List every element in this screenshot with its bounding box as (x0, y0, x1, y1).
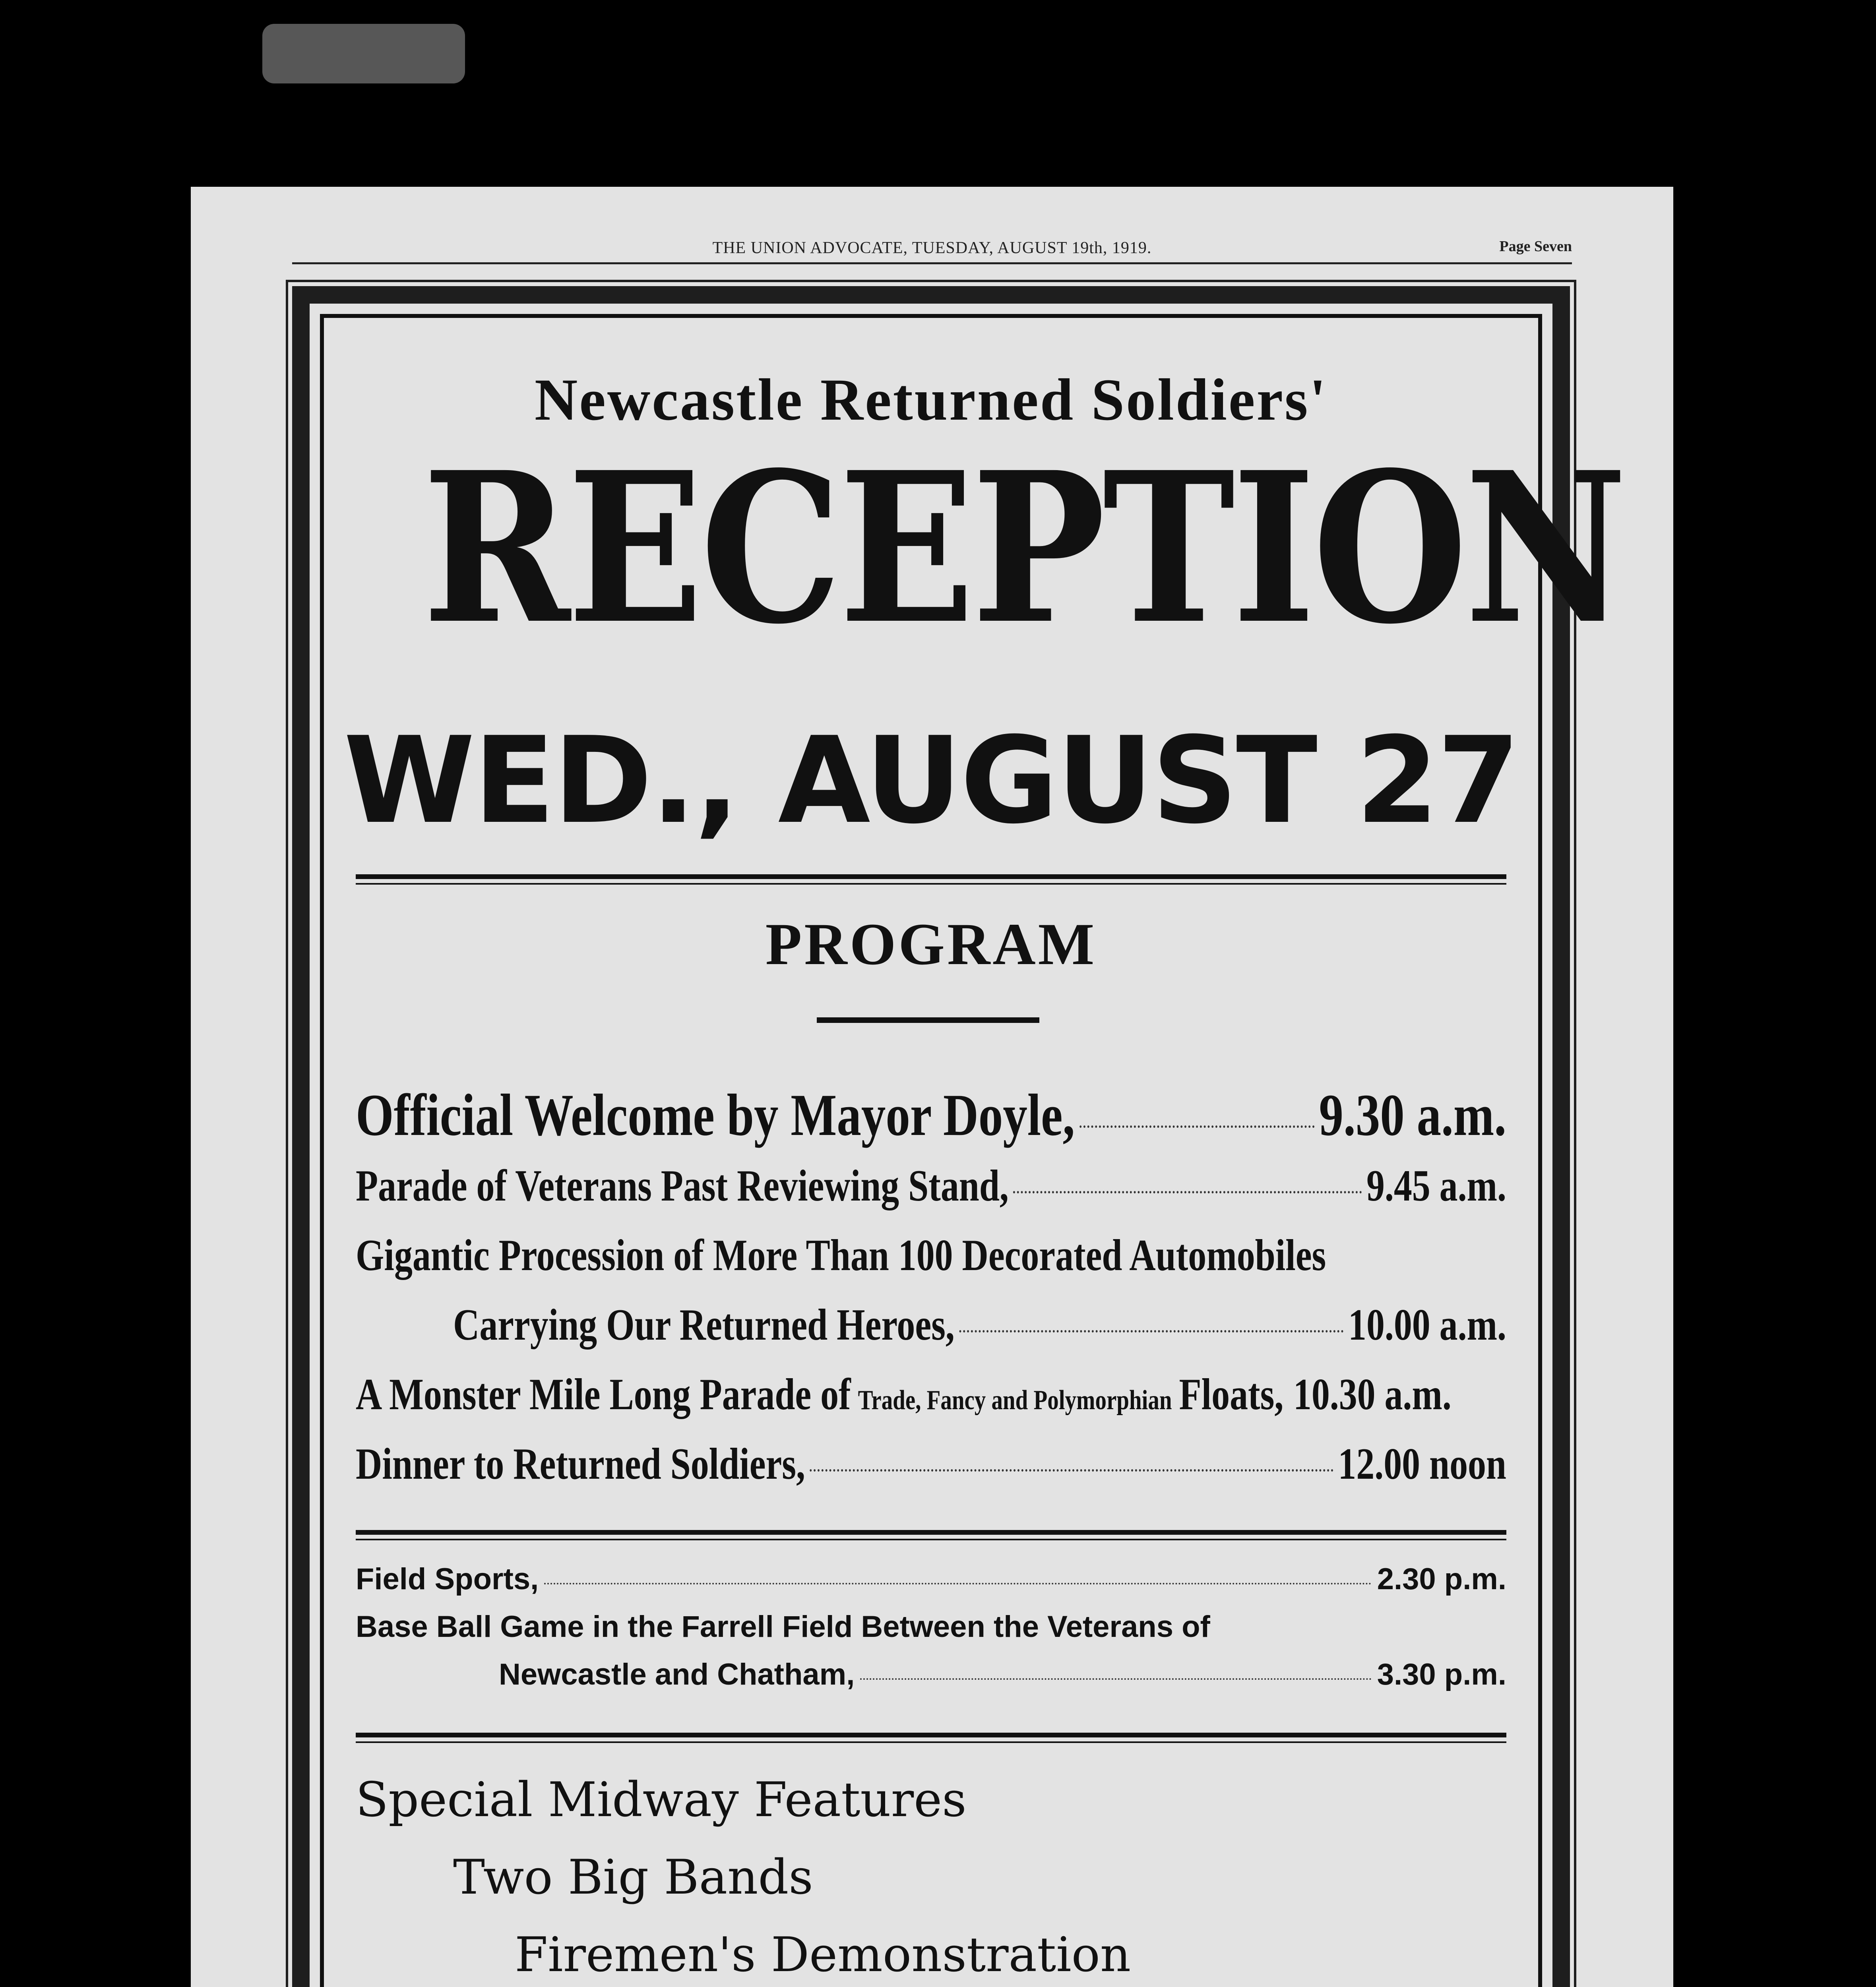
masthead-title: THE UNION ADVOCATE, TUESDAY, AUGUST 19th, 1919. (712, 239, 1152, 257)
program-event: Newcastle and Chatham, (499, 1658, 855, 1691)
divider-rule (356, 874, 1506, 885)
program-row (356, 1439, 1506, 1490)
dot-leader (1079, 1125, 1314, 1128)
poster-heading: Newcastle Returned Soldiers' (534, 367, 1328, 433)
program-event: Field Sports, (356, 1562, 539, 1596)
program-event: Parade of Veterans Past Reviewing Stand, (356, 1161, 1009, 1210)
film-smudge-top (262, 24, 465, 83)
program-event: A Monster Mile Long Parade of (356, 1370, 851, 1419)
program-event-tail: Floats, (1179, 1370, 1284, 1419)
poster-date: WED., AUGUST 27 (343, 711, 1519, 850)
dot-leader (860, 1678, 1371, 1680)
program-row (356, 1369, 1506, 1420)
program-event: Gigantic Procession of More Than 100 Decorated Automobiles (356, 1231, 1326, 1280)
program-time: 9.45 a.m. (1366, 1161, 1506, 1210)
poster-title: RECEPTION (422, 427, 1625, 670)
feature-line: Two Big Bands (453, 1850, 813, 1905)
divider-rule (356, 1733, 1506, 1743)
dot-leader (959, 1330, 1343, 1332)
program-time: 12.00 noon (1338, 1439, 1506, 1489)
advertisement-panel (320, 314, 1625, 1987)
program-event: Carrying Our Returned Heroes, (453, 1300, 955, 1350)
program-time: 10.30 a.m. (1293, 1370, 1452, 1419)
advertisement-border (292, 286, 1625, 1987)
program-event-detail: Trade, Fancy and Polymorphian (858, 1385, 1172, 1416)
dot-leader (810, 1469, 1333, 1472)
program-event: Official Welcome by Mayor Doyle, (356, 1082, 1075, 1148)
program-label: PROGRAM (765, 911, 1097, 977)
program-underline (817, 1017, 1039, 1023)
program-row (356, 1081, 1506, 1149)
program-time: 10.00 a.m. (1348, 1300, 1506, 1350)
masthead (292, 230, 1572, 264)
newspaper-page (191, 187, 1673, 1987)
program-time: 2.30 p.m. (1377, 1562, 1506, 1596)
dot-leader (1013, 1191, 1362, 1193)
program-row (499, 1657, 1506, 1692)
program-row (356, 1160, 1506, 1212)
program-row (356, 1562, 1506, 1596)
program-time: 3.30 p.m. (1377, 1658, 1506, 1691)
feature-line: Special Midway Features (356, 1772, 967, 1828)
program-time: 9.30 a.m. (1319, 1082, 1506, 1148)
divider-rule (356, 1530, 1506, 1540)
program-row (356, 1609, 1506, 1644)
dot-leader (544, 1583, 1371, 1584)
program-row (453, 1299, 1506, 1351)
feature-line: Firemen's Demonstration (515, 1927, 1131, 1983)
program-event: Base Ball Game in the Farrell Field Between the Veterans of (356, 1610, 1210, 1644)
program-row (356, 1230, 1506, 1281)
page-number: Page Seven (1499, 238, 1572, 255)
program-event: Dinner to Returned Soldiers, (356, 1439, 806, 1489)
